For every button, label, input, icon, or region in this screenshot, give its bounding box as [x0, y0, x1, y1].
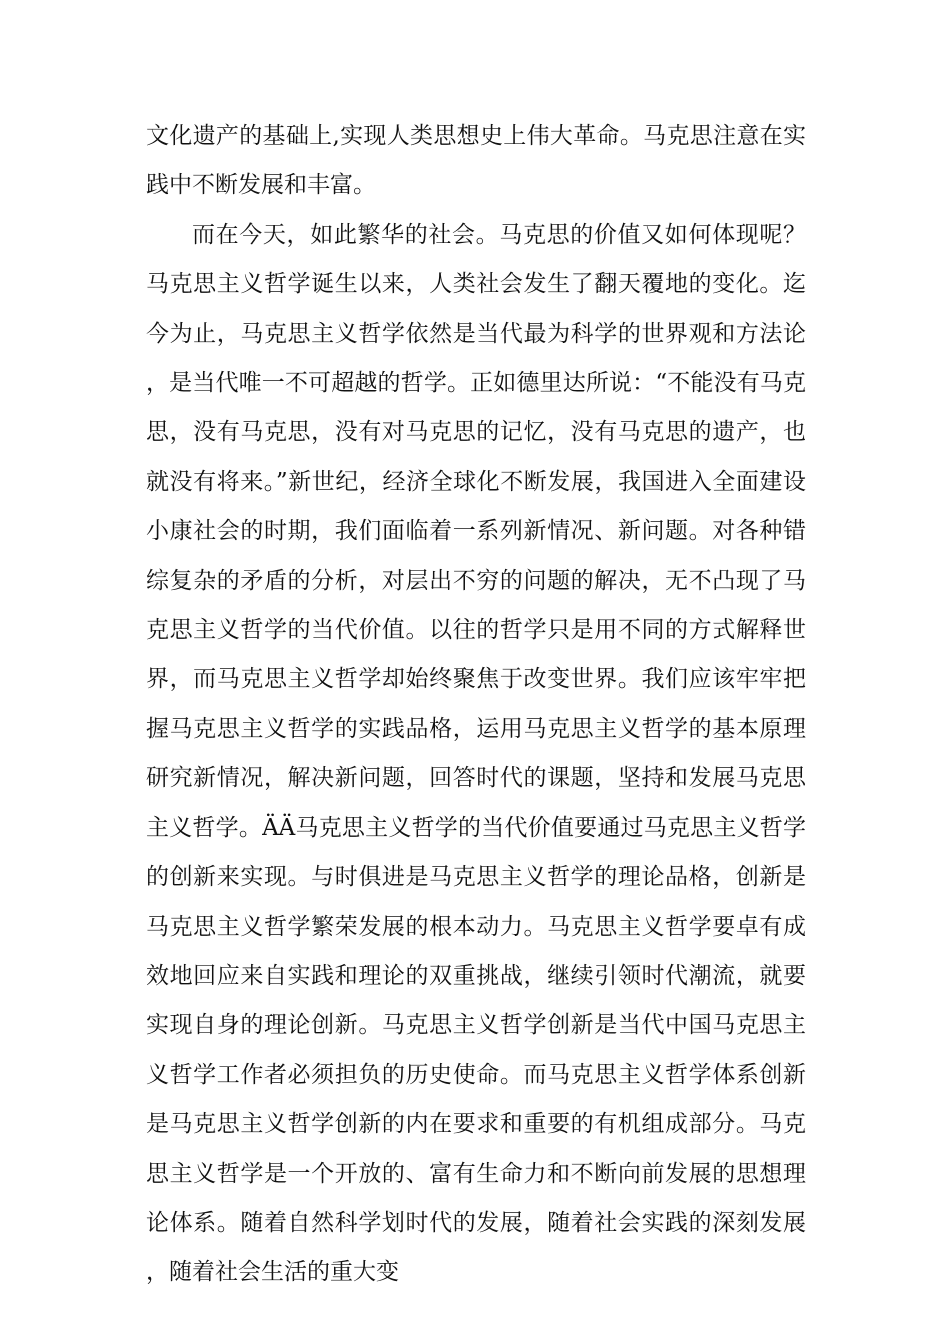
paragraph-main: 而在今天，如此繁华的社会。马克思的价值又如何体现呢？马克思主义哲学诞生以来，人类社会发生了翻天覆地的变化。迄今为止，马克思主义哲学依然是当代最为科学的世界观和方法论，是当代唯一不可超越的哲学。正如德里达所说：“不能没有马克思，没有马克思，没有对马克思的记忆，没有马克思的遗产，也就没有将来。”新世纪，经济全球化不断发展，我国进入全面建设小康社会的时期，我们面临着一系列新情况、新问题。对各种错综复杂的矛盾的分析，对层出不穷的问题的解决，无不凸现了马克思主义哲学的当代价值。以往的哲学只是用不同的方式解释世界，而马克思主义哲学却始终聚焦于改变世界。我们应该牢牢把握马克思主义哲学的实践品格，运用马克思主义哲学的基本原理研究新情况，解决新问题，回答时代的课题，坚持和发展马克思主义哲学。ÄÄ马克思主义哲学的当代价值要通过马克思主义哲学的创新来实现。与时俱进是马克思主义哲学的理论品格，创新是马克思主义哲学繁荣发展的根本动力。马克思主义哲学要卓有成效地回应来自实践和理论的双重挑战，继续引领时代潮流，就要实现自身的理论创新。马克思主义哲学创新是当代中国马克思主义哲学工作者必须担负的历史使命。而马克思主义哲学体系创新是马克思主义哲学创新的内在要求和重要的有机组成部分。马克思主义哲学是一个开放的、富有生命力和不断向前发展的思想理论体系。随着自然科学划时代的发展，随着社会实践的深刻发展，随着社会生活的重大变: [146, 221, 806, 1286]
body-text: [146, 112, 806, 1298]
paragraph-continuation: 文化遗产的基础上,实现人类思想史上伟大革命。马克思注意在实践中不断发展和丰富。: [146, 123, 806, 199]
